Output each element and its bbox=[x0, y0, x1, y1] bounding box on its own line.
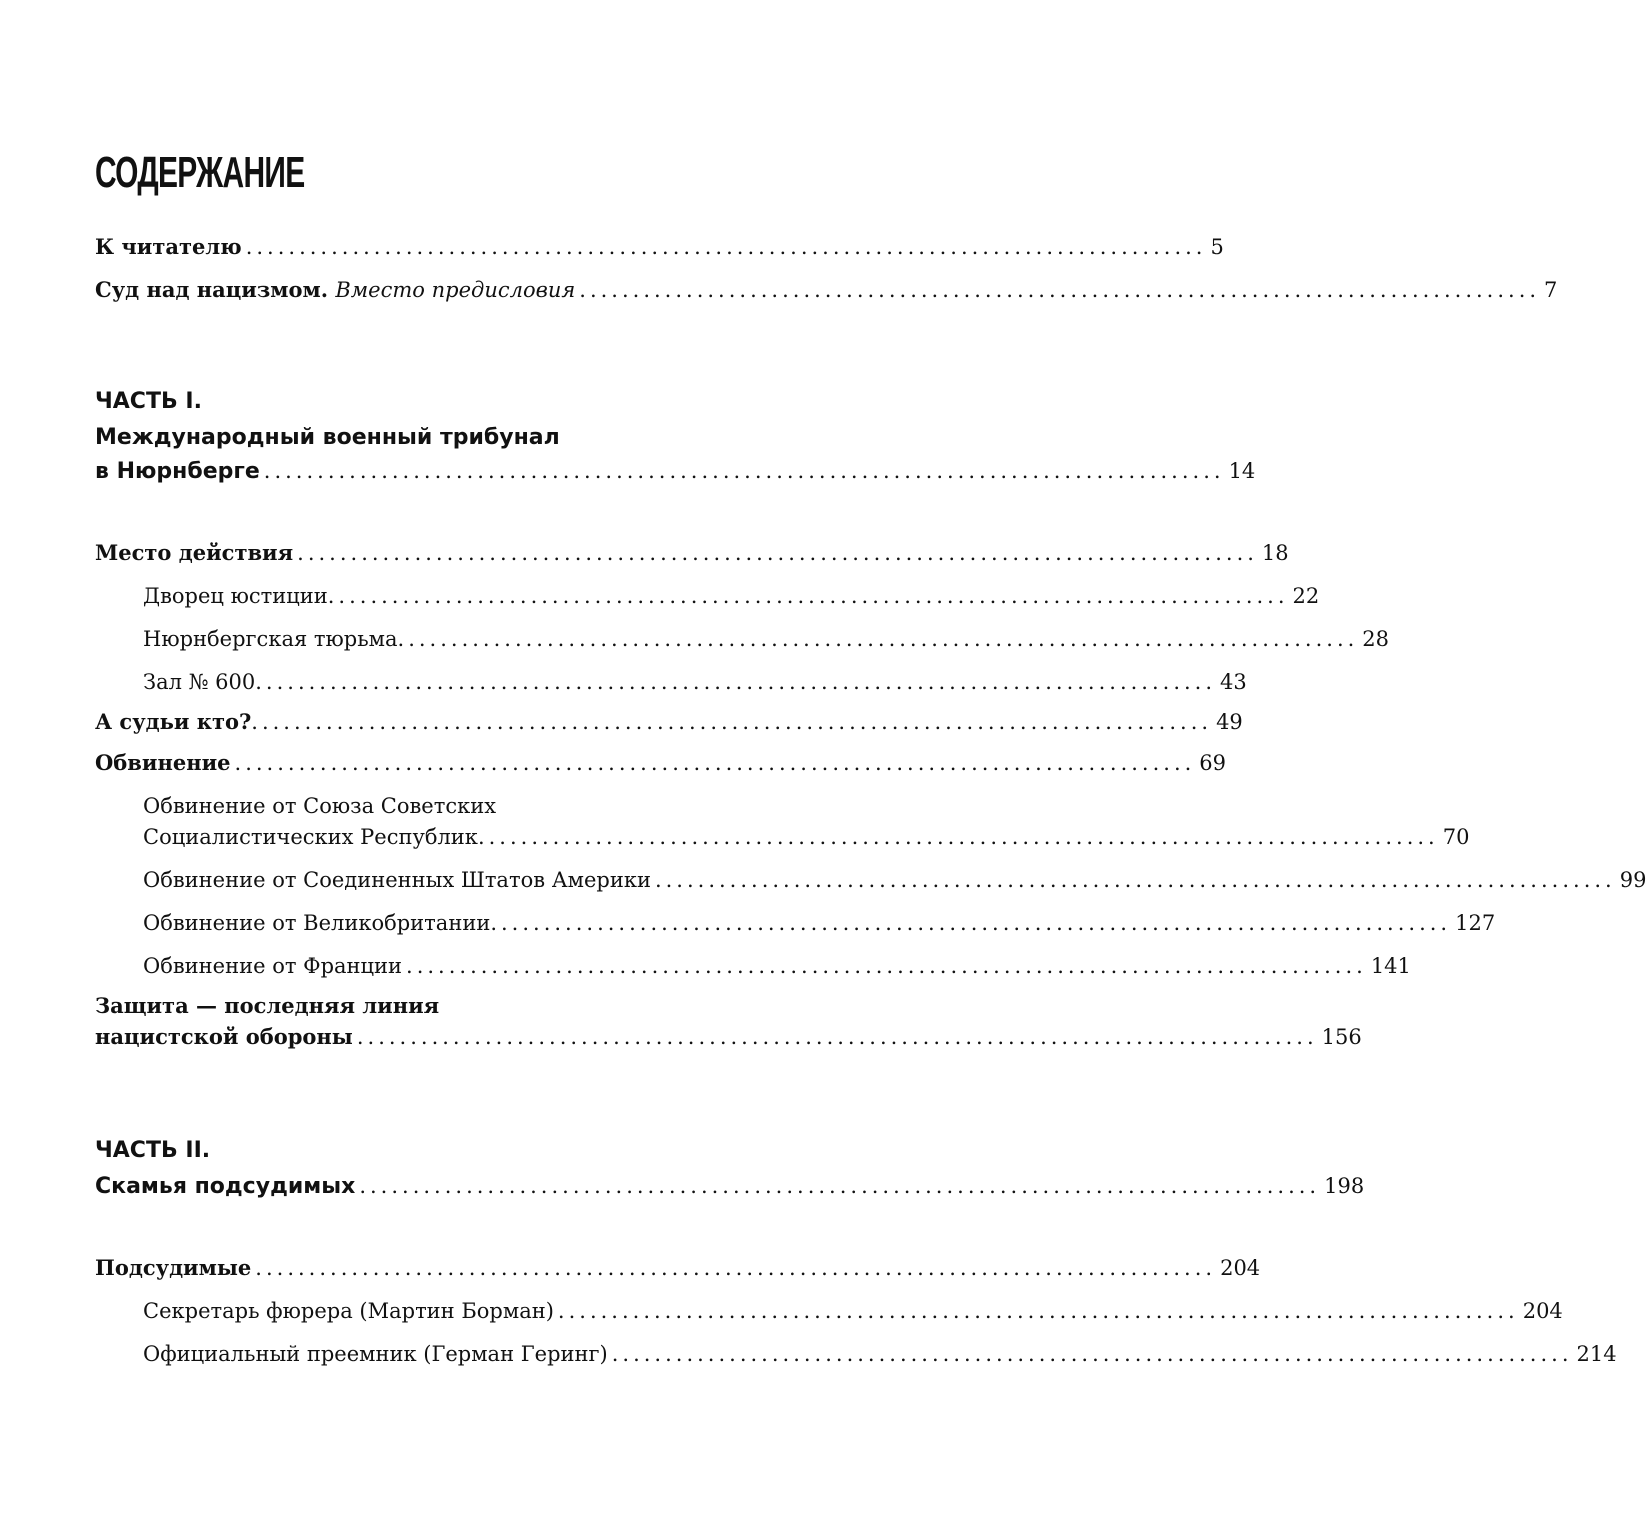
toc-entry-page: 156 bbox=[1321, 1025, 1362, 1049]
leader-dots: .......................................................................................... bbox=[397, 627, 1359, 651]
toc-entry-label: Дворец юстиции bbox=[143, 584, 328, 608]
toc-entry-label: Секретарь фюрера (Мартин Борман) bbox=[143, 1299, 554, 1323]
leader-dots: .......................................................................................... bbox=[251, 710, 1213, 734]
toc-entry-label: А судьи кто? bbox=[95, 709, 252, 734]
toc-entry-label: Подсудимые bbox=[95, 1255, 252, 1280]
leader-dots: .......................................................................................... bbox=[654, 868, 1616, 892]
toc-entry-page: 18 bbox=[1261, 541, 1289, 565]
toc-entry-page: 69 bbox=[1199, 751, 1227, 775]
leader-dots: .......................................................................................... bbox=[263, 459, 1225, 483]
toc-entry-goering[interactable] bbox=[143, 1339, 1617, 1369]
leader-dots: .......................................................................................... bbox=[255, 670, 1217, 694]
leader-dots: .......................................................................................... bbox=[297, 541, 1258, 565]
leader-dots: .......................................................................................... bbox=[245, 235, 1207, 259]
toc-entry-label: Официальный преемник (Герман Геринг) bbox=[143, 1342, 608, 1366]
page-title: СОДЕРЖАНИЕ bbox=[95, 148, 305, 197]
toc-entry-prison[interactable] bbox=[143, 624, 1390, 654]
part1-heading: ЧАСТЬ I. bbox=[95, 389, 202, 414]
toc-entry-page: 214 bbox=[1576, 1342, 1617, 1366]
toc-entry-label: в Нюрнберге bbox=[95, 459, 260, 484]
toc-entry-label: Обвинение bbox=[95, 750, 231, 775]
leader-dots: .......................................................................................... bbox=[255, 1256, 1217, 1280]
toc-entry-uk[interactable] bbox=[143, 908, 1496, 938]
toc-entry-page: 99 bbox=[1619, 868, 1646, 892]
leader-dots: .......................................................................................... bbox=[327, 584, 1289, 608]
leader-dots: .......................................................................................... bbox=[234, 751, 1196, 775]
toc-entry-page: 43 bbox=[1220, 670, 1247, 694]
toc-entry-label: Обвинение от Франции bbox=[143, 954, 403, 978]
toc-entry-page: 141 bbox=[1370, 954, 1411, 978]
toc-entry-page: 14 bbox=[1228, 459, 1256, 483]
toc-entry-label: Обвинение от Соединенных Штатов Америки bbox=[143, 868, 651, 892]
toc-entry-page: 7 bbox=[1544, 278, 1558, 302]
leader-dots: .......................................................................................... bbox=[611, 1342, 1573, 1366]
toc-entry-label: Нюрнбергская тюрьма bbox=[143, 627, 398, 651]
toc-entry-france[interactable] bbox=[143, 951, 1411, 981]
toc-entry-page: 49 bbox=[1216, 710, 1243, 734]
toc-entry-page: 204 bbox=[1220, 1256, 1261, 1280]
toc-entry-label: Суд над нацизмом. bbox=[95, 277, 329, 302]
toc-entry-page: 22 bbox=[1292, 584, 1320, 608]
toc-entry-label: К читателю bbox=[95, 234, 242, 259]
toc-entry-defense-line1[interactable] bbox=[95, 991, 844, 1021]
part1-title-line1[interactable]: Международный военный трибунал bbox=[95, 425, 560, 450]
toc-entry-page: 204 bbox=[1522, 1299, 1563, 1323]
part2-heading: ЧАСТЬ II. bbox=[95, 1138, 211, 1163]
part2-title[interactable] bbox=[95, 1171, 1365, 1202]
toc-entry-label: Зал № 600 bbox=[143, 670, 256, 694]
toc-entry-defendants[interactable] bbox=[95, 1253, 1261, 1283]
toc-entry-usa[interactable] bbox=[143, 865, 1646, 895]
toc-entry-palace[interactable] bbox=[143, 581, 1320, 611]
toc-entry-label: Место действия bbox=[95, 540, 294, 565]
toc-entry-bormann[interactable] bbox=[143, 1296, 1563, 1326]
toc-entry-hall[interactable] bbox=[143, 667, 1247, 697]
toc-entry-label: Скамья подсудимых bbox=[95, 1174, 356, 1199]
toc-entry-page: 70 bbox=[1442, 825, 1470, 849]
toc-entry-label: Социалистических Республик bbox=[143, 825, 478, 849]
toc-entry-place[interactable] bbox=[95, 538, 1289, 568]
toc-entry-label: Защита — последняя линия bbox=[95, 993, 440, 1018]
toc-entry-label: нацистской обороны bbox=[95, 1024, 353, 1049]
leader-dots: .......................................................................................... bbox=[359, 1174, 1321, 1198]
toc-entry-page: 5 bbox=[1210, 235, 1224, 259]
toc-entry-label: Обвинение от Союза Советских bbox=[143, 794, 497, 818]
part1-title-line2[interactable] bbox=[95, 456, 1256, 487]
toc-entry-subtitle: Вместо предисловия bbox=[335, 278, 576, 302]
toc-entry-foreword[interactable] bbox=[95, 275, 1558, 305]
toc-entry-page: 127 bbox=[1455, 911, 1496, 935]
leader-dots: .......................................................................................... bbox=[477, 825, 1439, 849]
leader-dots: .......................................................................................... bbox=[557, 1299, 1519, 1323]
leader-dots: .......................................................................................... bbox=[490, 911, 1452, 935]
toc-entry-to-reader[interactable] bbox=[95, 232, 1224, 262]
toc-entry-prosecution[interactable] bbox=[95, 748, 1227, 778]
toc-entry-label: Обвинение от Великобритании bbox=[143, 911, 491, 935]
toc-entry-page: 198 bbox=[1324, 1174, 1365, 1198]
leader-dots: .......................................................................................... bbox=[356, 1025, 1318, 1049]
leader-dots: .......................................................................................... bbox=[406, 954, 1367, 978]
toc-entry-ussr-line1[interactable] bbox=[143, 791, 844, 821]
toc-entry-page: 28 bbox=[1362, 627, 1390, 651]
toc-entry-defense-line2[interactable] bbox=[95, 1022, 1362, 1052]
toc-entry-ussr-line2[interactable] bbox=[143, 822, 1470, 852]
leader-dots: .......................................................................................... bbox=[579, 278, 1541, 302]
toc-entry-judges[interactable] bbox=[95, 707, 1243, 737]
